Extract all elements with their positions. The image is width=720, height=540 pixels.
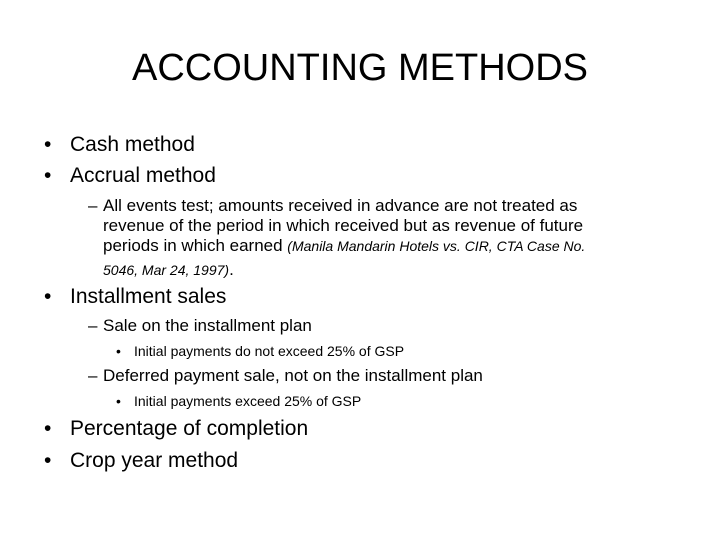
bullet-icon: •: [44, 164, 52, 187]
bullet-text: Initial payments do not exceed 25% of GSP: [134, 343, 405, 359]
dash-icon: –: [88, 316, 98, 335]
bullet-icon: •: [44, 449, 52, 472]
bullet-icon: •: [44, 417, 52, 440]
sub-bullet-text: [103, 196, 688, 280]
bullet-text: Installment sales: [70, 285, 227, 308]
bullet-text: Accrual method: [70, 164, 216, 187]
case-citation: (Manila Mandarin Hotels vs. CIR, CTA Case No.: [287, 238, 586, 254]
dash-icon: –: [88, 196, 98, 215]
text-line: Sale on the installment plan: [103, 316, 312, 335]
sub-bullet-text: [103, 316, 688, 336]
bullet-text: Cash method: [70, 133, 195, 156]
bullet-icon: •: [116, 393, 121, 409]
slide-title: ACCOUNTING METHODS: [132, 47, 588, 89]
bullet-icon: •: [44, 133, 52, 156]
bullet-icon: •: [44, 285, 52, 308]
text-line: Deferred payment sale, not on the installment plan: [103, 366, 483, 385]
sub-bullet-text: [103, 366, 688, 386]
text-fragment: periods in which earned: [103, 236, 283, 255]
bullet-text: Crop year method: [70, 449, 239, 472]
text-line: [103, 236, 688, 256]
text-fragment: .: [229, 260, 234, 279]
bullet-icon: •: [116, 343, 121, 359]
case-citation: 5046, Mar 24, 1997): [103, 262, 230, 278]
text-line: All events test; amounts received in advance are not treated as: [103, 196, 578, 215]
bullet-text: Initial payments exceed 25% of GSP: [134, 393, 362, 409]
text-line: [103, 260, 688, 280]
dash-icon: –: [88, 366, 98, 385]
bullet-text: Percentage of completion: [70, 417, 309, 440]
text-line: revenue of the period in which received but as revenue of future: [103, 216, 584, 235]
